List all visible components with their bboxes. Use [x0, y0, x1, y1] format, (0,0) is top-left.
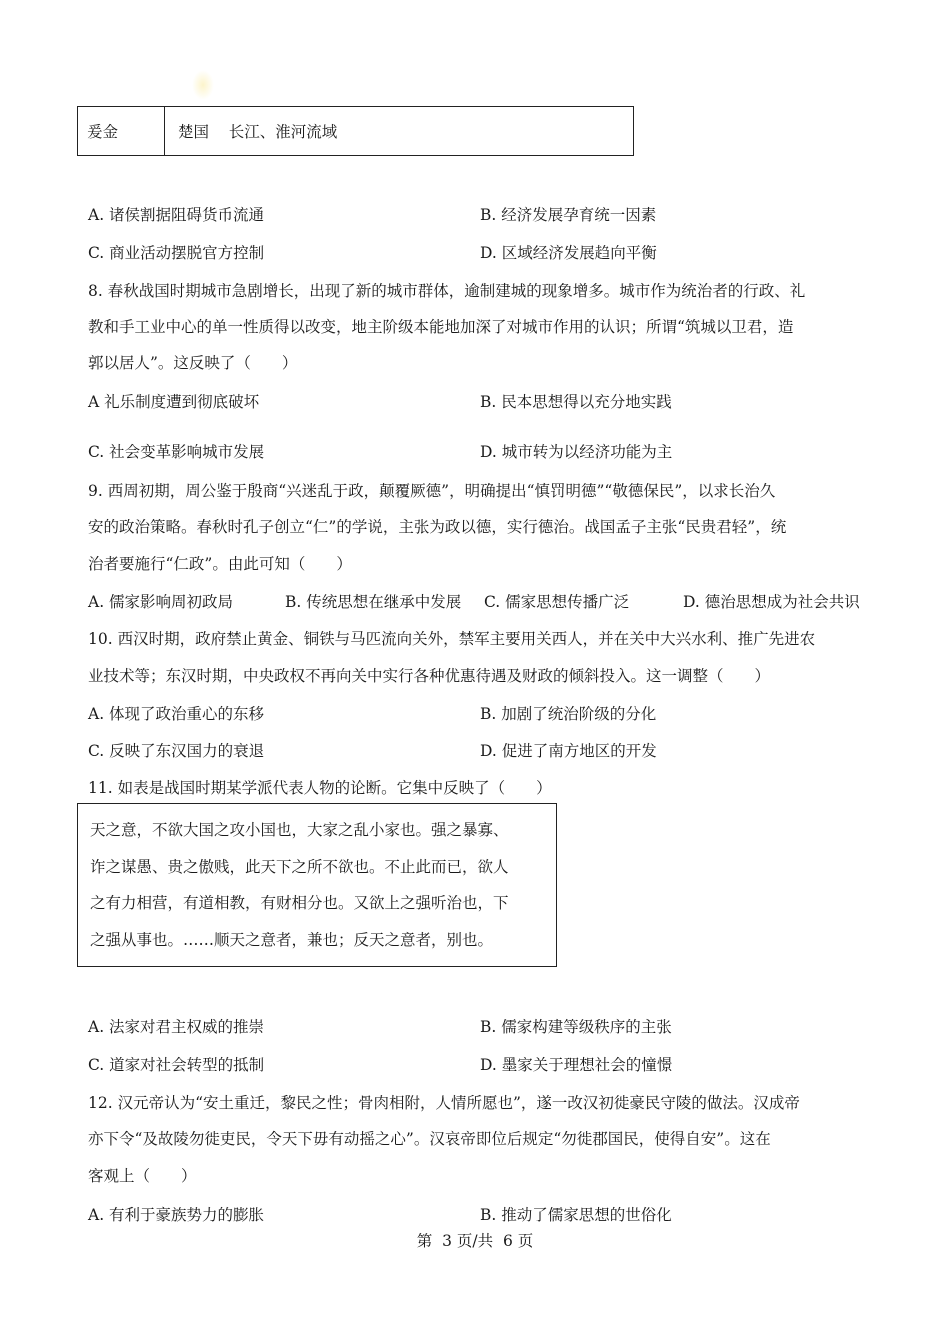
q8-stem-line-1: 8. 春秋战国时期城市急剧增长，出现了新的城市群体，逾制建城的现象增多。城市作为统治者的行政、礼: [88, 282, 806, 300]
q9-stem-line-3: 治者要施行“仁政”。由此可知（ ）: [88, 555, 352, 573]
q9-option-c: C. 儒家思想传播广泛: [484, 593, 630, 611]
scan-smudge: [192, 70, 214, 100]
q8-option-b: B. 民本思想得以充分地实践: [480, 393, 672, 411]
q8-option-a: A 礼乐制度遭到彻底破坏: [88, 393, 260, 411]
table-cell-currency: 爰金: [78, 107, 165, 155]
q9-stem-line-1: 9. 西周初期，周公鉴于殷商“兴迷乱于政，颠覆厥德”，明确提出“慎罚明德”“敬德保民”，以求长治久: [88, 482, 776, 500]
q9-option-d: D. 德治思想成为社会共识: [683, 593, 860, 611]
q11-option-b: B. 儒家构建等级秩序的主张: [480, 1018, 672, 1036]
q9-option-a: A. 儒家影响周初政局: [88, 593, 234, 611]
q8-option-c: C. 社会变革影响城市发展: [88, 443, 265, 461]
q8-stem-line-3: 郭以居人”。这反映了（ ）: [88, 354, 298, 372]
quote-line: 之强从事也。……顺天之意者，兼也；反天之意者，别也。: [90, 930, 494, 949]
q10-stem-line-1: 10. 西汉时期，政府禁止黄金、铜铁与马匹流向关外，禁军主要用关西人，并在关中大兴水利、推广先进农: [88, 630, 816, 648]
q10-option-c: C. 反映了东汉国力的衰退: [88, 742, 265, 760]
q12-stem-line-2: 亦下令“及故陵勿徙吏民，令天下毋有动摇之心”。汉哀帝即位后规定“勿徙郡国民，使得自安”。这在: [88, 1130, 771, 1148]
q10-option-a: A. 体现了政治重心的东移: [88, 705, 265, 723]
q12-option-b: B. 推动了儒家思想的世俗化: [480, 1206, 672, 1224]
q8-stem-line-2: 教和手工业中心的单一性质得以改变，地主阶级本能地加深了对城市作用的认识；所谓“筑城以卫君，造: [88, 318, 794, 336]
q10-stem-line-2: 业技术等；东汉时期，中央政权不再向关中实行各种优惠待遇及财政的倾斜投入。这一调整（ ）: [88, 667, 771, 685]
q12-stem-line-1: 12. 汉元帝认为“安土重迁，黎民之性；骨肉相附，人情所愿也”，遂一改汉初徙豪民守陵的做法。汉成帝: [88, 1094, 800, 1112]
q7-option-d: D. 区域经济发展趋向平衡: [480, 244, 657, 262]
quote-line: 诈之谋愚、贵之傲贱，此天下之所不欲也。不止此而已，欲人: [90, 857, 509, 876]
q8-option-d: D. 城市转为以经济功能为主: [480, 443, 673, 461]
q10-option-b: B. 加剧了统治阶级的分化: [480, 705, 657, 723]
q12-stem-line-3: 客观上（ ）: [88, 1167, 197, 1185]
quote-line: 之有力相营，有道相教，有财相分也。又欲上之强听治也，下: [90, 894, 509, 912]
currency-table-row: [77, 106, 634, 156]
quote-line: 天之意，不欲大国之攻小国也，大家之乱小家也。强之暴寡、: [90, 821, 509, 839]
q9-stem-line-2: 安的政治策略。春秋时孔子创立“仁”的学说，主张为政以德，实行德治。战国孟子主张“民贵君轻”，统: [88, 518, 787, 536]
q11-option-c: C. 道家对社会转型的抵制: [88, 1056, 265, 1074]
q9-option-b: B. 传统思想在继承中发展: [285, 593, 462, 611]
q10-option-d: D. 促进了南方地区的开发: [480, 742, 657, 760]
table-cell-region: 楚国 长江、淮河流域: [178, 123, 338, 141]
q7-option-b: B. 经济发展孕育统一因素: [480, 206, 657, 224]
q12-option-a: A. 有利于豪族势力的膨胀: [88, 1206, 265, 1224]
page-footer: 第 3 页/共 6 页: [416, 1232, 534, 1250]
q11-option-d: D. 墨家关于理想社会的憧憬: [480, 1056, 673, 1074]
q11-stem-line-1: 11. 如表是战国时期某学派代表人物的论断。它集中反映了（ ）: [88, 779, 552, 797]
q7-option-a: A. 诸侯割据阻碍货币流通: [88, 206, 265, 224]
q11-option-a: A. 法家对君主权威的推崇: [88, 1018, 265, 1036]
q7-option-c: C. 商业活动摆脱官方控制: [88, 244, 265, 262]
q11-quote-box: [77, 803, 557, 967]
